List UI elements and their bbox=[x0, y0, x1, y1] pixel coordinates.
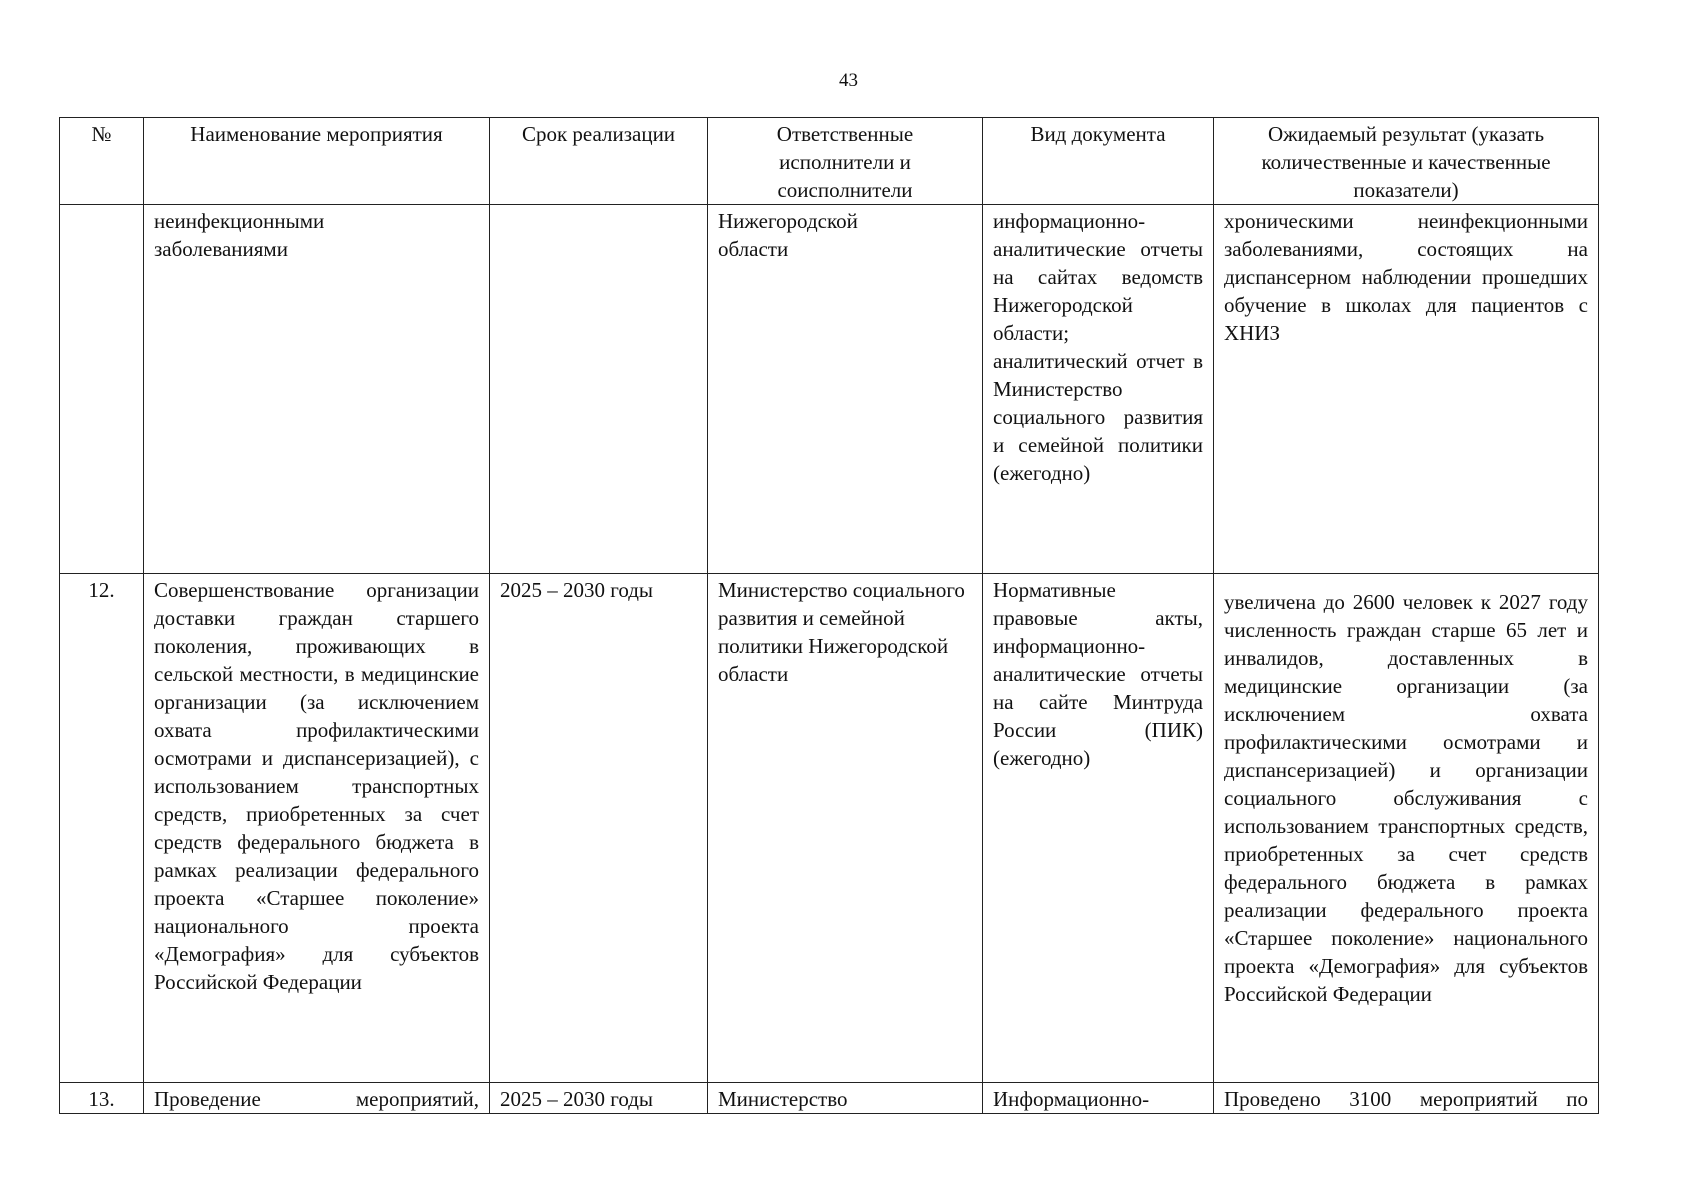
table-row bbox=[60, 574, 1599, 1083]
row-responsible: Министерство социального развития и семейной политики Нижегородской области bbox=[708, 574, 983, 1083]
row-document-type: Информационно- bbox=[983, 1083, 1214, 1114]
row-expected-result: Проведено 3100 мероприятий по bbox=[1214, 1083, 1599, 1114]
row-event-name: Проведение мероприятий, bbox=[144, 1083, 490, 1114]
row-term bbox=[490, 205, 708, 574]
row-responsible: Нижегородской области bbox=[708, 205, 983, 574]
header-event-name: Наименование мероприятия bbox=[144, 118, 490, 205]
row-responsible: Министерство bbox=[708, 1083, 983, 1114]
row-expected-result: увеличена до 2600 человек к 2027 году численность граждан старше 65 лет и инвалидов, доставленных в медицинские организации (за исключением охвата профилактическими осмотрами и диспансеризацией) и организации социального обслуживания с использованием транспортных средств, приобретенных за счет средств федерального бюджета в рамках реализации федерального проекта «Старшее поколение» национального проекта «Демография» для субъектов Российской Федерации bbox=[1214, 574, 1599, 1083]
row-term: 2025 – 2030 годы bbox=[490, 1083, 708, 1114]
table-header-row bbox=[60, 118, 1599, 205]
header-expected-result: Ожидаемый результат (указать количественные и качественные показатели) bbox=[1214, 118, 1599, 205]
row-number: 13. bbox=[60, 1083, 144, 1114]
row-document-type: Нормативные правовые акты, информационно-аналитические отчеты на сайте Минтруда России (ПИК) (ежегодно) bbox=[983, 574, 1214, 1083]
header-document-type: Вид документа bbox=[983, 118, 1214, 205]
page-number: 43 bbox=[839, 70, 858, 91]
table-row bbox=[60, 1083, 1599, 1114]
row-number bbox=[60, 205, 144, 574]
row-event-name: Совершенствование организации доставки граждан старшего поколения, проживающих в сельской местности, в медицинские организации (за исключением охвата профилактическими осмотрами и диспансеризацией), с использованием транспортных средств, приобретенных за счет средств федерального бюджета в рамках реализации федерального проекта «Старшее поколение» национального проекта «Демография» для субъектов Российской Федерации bbox=[144, 574, 490, 1083]
header-responsible: Ответственные исполнители и соисполнители bbox=[708, 118, 983, 205]
row-document-type: информационно-аналитические отчеты на сайтах ведомств Нижегородской области; аналитический отчет в Министерство социального развития и семейной политики (ежегодно) bbox=[983, 205, 1214, 574]
row-number: 12. bbox=[60, 574, 144, 1083]
table-row bbox=[60, 205, 1599, 574]
row-event-name: неинфекционными заболеваниями bbox=[144, 205, 490, 574]
header-term: Срок реализации bbox=[490, 118, 708, 205]
row-term: 2025 – 2030 годы bbox=[490, 574, 708, 1083]
header-number: № bbox=[60, 118, 144, 205]
plan-table bbox=[59, 117, 1599, 1114]
row-expected-result: хроническими неинфекционными заболеваниями, состоящих на диспансерном наблюдении прошедших обучение в школах для пациентов с ХНИЗ bbox=[1214, 205, 1599, 574]
